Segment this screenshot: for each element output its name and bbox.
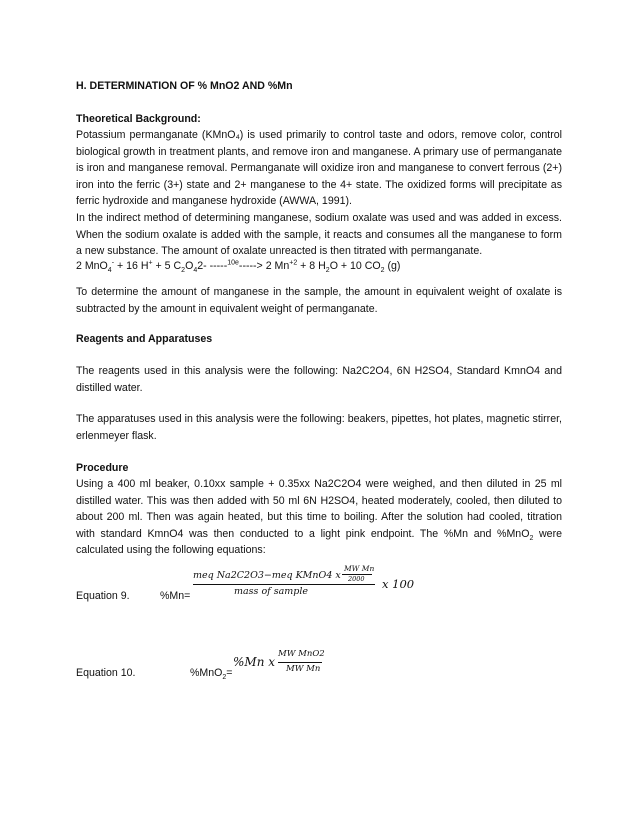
- equation-10-numerator: MW MnO2: [278, 649, 325, 659]
- equation-9-multiplier: x 100: [382, 577, 415, 591]
- apparatuses-paragraph: The apparatuses used in this analysis were the following: beakers, pipettes, hot plates, magnetic stirrer, erlenmeyer flask.: [76, 413, 562, 442]
- equation-9-fraction-line: [193, 584, 375, 585]
- reaction-equation: 2 MnO$_4$- + 16 H+ + 5 $C_2O_42-$ -----$^{10e}$-----> 2 $Mn^{+2} + 8$ $H_2O + 10$ $CO_2$ (g): [76, 259, 401, 275]
- equation-10-fraction-line: [278, 662, 322, 663]
- equation-10-denominator: MW Mn: [286, 664, 321, 674]
- equation-9-lhs: %Mn=: [160, 590, 191, 602]
- procedure-title: Procedure: [76, 462, 129, 474]
- equation-9-small-numerator: MW Mn: [344, 564, 375, 573]
- equation-10-expression: %Mn x: [233, 655, 275, 669]
- equation-10-lhs: %MnO$_2$=: [190, 667, 233, 682]
- section-heading: H. DETERMINATION OF % MnO2 AND %Mn: [76, 80, 293, 92]
- equation-9-numerator: meq Na2C2O3−meq KMnO4 x: [193, 570, 341, 581]
- equation-9-label: Equation 9.: [76, 590, 130, 602]
- procedure-paragraph: Using a 400 ml beaker, 0.10xx sample + 0.35xx Na2C2O4 were weighed, and then diluted in 25 ml distilled water. This was then added with 50 ml 6N H2SO4, heated moderately, cooled, then diluted to about 200 ml. Then was again heated, but this time to boiling. After the solution had cooled, titration with standard KmnO4 was then conducted to a light pink endpoint. The %Mn and %MnO$_2$ were calculated using the following equations:: [76, 478, 562, 557]
- equation-9-denominator: mass of sample: [234, 586, 308, 597]
- equation-10-label: Equation 10.: [76, 667, 136, 679]
- reagents-title: Reagents and Apparatuses: [76, 333, 213, 345]
- theory-paragraph-1: Potassium permanganate (KMnO₄) is used primarily to control taste and odors, remove color, control biological growth in treatment plants, and remove iron and manganese. A primary use of permanganate is iron and manganese removal. Permanganate will oxidize iron and manganese to convert ferrous (2+) iron into the ferric (3+) state and 2+ manganese to the 4+ state. The oxidized forms will precipitate as ferric hydroxide and manganese hydroxide (AWWA, 1991).: [76, 129, 562, 208]
- reagents-paragraph: The reagents used in this analysis were the following: Na2C2O4, 6N H2SO4, Standard KmnO4 and distilled water.: [76, 365, 562, 394]
- theory-title: Theoretical Background:: [76, 113, 201, 125]
- theory-paragraph-2: In the indirect method of determining manganese, sodium oxalate was used and was added in excess. When the sodium oxalate is added with the sample, it reacts and consumes all the manganese to form a new substance. The amount of oxalate unreacted is then titrated with permanganate.: [76, 212, 562, 258]
- equation-9-small-denominator: 2000: [348, 575, 365, 583]
- theory-paragraph-3: To determine the amount of manganese in the sample, the amount in equivalent weight of oxalate is subtracted by the amount in equivalent weight of permanganate.: [76, 286, 562, 315]
